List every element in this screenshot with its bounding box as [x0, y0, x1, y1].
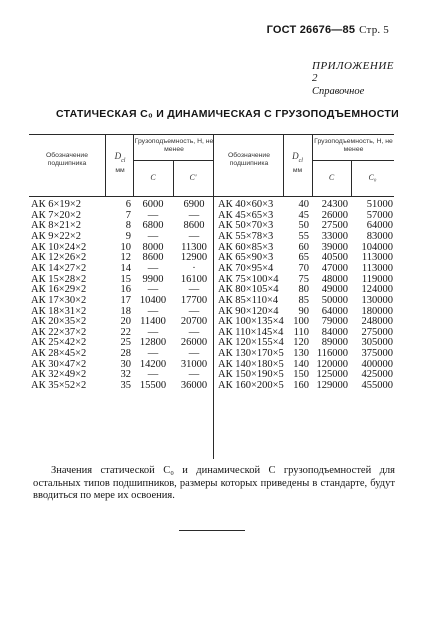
- dynamic-load-value: 129000: [316, 380, 348, 392]
- static-load-value: 83000: [366, 230, 393, 242]
- dynamic-load-value: 89000: [321, 337, 348, 349]
- static-load-value: 6900: [183, 199, 205, 210]
- bearing-designation: АК 15×28×2: [31, 273, 87, 285]
- d-header-symbol: D: [292, 151, 299, 161]
- bearing-designation: АК 14×27×2: [31, 262, 87, 274]
- bearing-designation: АК 40×60×3: [218, 199, 274, 210]
- static-load-value: —: [188, 209, 200, 221]
- bearing-d-cl: 8: [125, 220, 131, 232]
- bearing-designation: АК 35×52×2: [31, 380, 87, 392]
- d-header-subscript: cl: [121, 157, 126, 164]
- table-title: СТАТИЧЕСКАЯ C₀ И ДИНАМИЧЕСКАЯ C ГРУЗОПОДЪЕМНОСТИ: [56, 108, 399, 120]
- static-load-value: 104000: [361, 241, 393, 253]
- table-row: [29, 232, 394, 243]
- bearing-d-cl: 25: [120, 337, 131, 349]
- bearing-designation: АК 45×65×3: [218, 209, 274, 221]
- bearing-designation: АК 130×170×5: [218, 348, 284, 360]
- static-load-value: 180000: [361, 305, 393, 317]
- bearing-designation: АК 75×100×4: [218, 273, 279, 285]
- bearing-d-cl: 9: [125, 230, 131, 242]
- bearing-designation: АК 160×200×5: [218, 380, 284, 392]
- static-load-value: 119000: [361, 273, 393, 285]
- bearing-designation: АК 50×70×3: [218, 220, 274, 232]
- bearing-designation: АК 60×85×3: [218, 241, 274, 253]
- bearing-d-cl: 40: [298, 199, 309, 210]
- dynamic-load-value: 14200: [139, 358, 167, 370]
- dynamic-load-value: 12800: [139, 337, 167, 349]
- dynamic-load-value: 40500: [321, 252, 348, 264]
- dynamic-load-value: 24300: [321, 199, 348, 210]
- static-load-value: —: [188, 284, 200, 296]
- static-load-value: 8600: [183, 220, 205, 232]
- bearing-d-cl: 55: [298, 230, 309, 242]
- bearing-designation: АК 10×24×2: [31, 241, 87, 253]
- dynamic-load-value: 6000: [142, 199, 164, 210]
- bearing-d-cl: 6: [125, 199, 131, 210]
- dynamic-load-value: —: [147, 284, 159, 296]
- bearing-d-cl: 14: [120, 262, 131, 274]
- static-load-value: 305000: [361, 337, 393, 349]
- static-load-value: 455000: [361, 380, 393, 392]
- bearing-d-cl: 130: [293, 348, 309, 360]
- bearing-d-cl: 28: [120, 348, 131, 360]
- dynamic-load-value: 11400: [140, 316, 166, 328]
- d-header-unit: мм: [292, 166, 303, 174]
- bearing-d-cl: 75: [298, 273, 309, 285]
- bearing-designation: АК 18×31×2: [31, 305, 87, 317]
- end-rule: [179, 530, 245, 531]
- bearing-d-cl: 70: [298, 262, 309, 274]
- dynamic-load-value: 8600: [142, 252, 164, 264]
- bearing-designation: АК 55×78×3: [218, 230, 274, 242]
- dynamic-load-value: 50000: [321, 294, 348, 306]
- dynamic-load-value: 48000: [321, 273, 348, 285]
- bearing-designation: АК 28×45×2: [31, 348, 87, 360]
- page-number: Стр. 5: [359, 24, 389, 36]
- dynamic-load-value: 6800: [142, 220, 164, 232]
- static-load-value: 64000: [366, 220, 393, 232]
- table-row: [29, 381, 394, 392]
- designation-header: Обозначение подшипника: [45, 152, 89, 167]
- bearing-d-cl: 100: [293, 316, 309, 328]
- static-load-value: 20700: [180, 316, 208, 328]
- bearing-d-cl: 16: [120, 284, 131, 296]
- dynamic-load-value: 49000: [321, 284, 348, 296]
- bearing-d-cl: 32: [120, 369, 131, 381]
- bearing-designation: АК 6×19×2: [31, 199, 82, 210]
- bearing-designation: АК 22×37×2: [31, 326, 87, 338]
- dynamic-load-value: —: [147, 305, 159, 317]
- table-row: [29, 200, 394, 211]
- static-load-value: 36000: [180, 380, 208, 392]
- static-load-value: ·: [192, 262, 196, 274]
- bearing-d-cl: 160: [293, 380, 309, 392]
- bearing-designation: АК 7×20×2: [31, 209, 82, 221]
- bearing-designation: АК 70×95×4: [218, 262, 274, 274]
- bearing-designation: АК 90×120×4: [218, 305, 279, 317]
- dynamic-load-value: 79000: [321, 316, 348, 328]
- bearing-designation: АК 32×49×2: [31, 369, 87, 381]
- static-load-value: —: [188, 326, 200, 338]
- static-load-value: 12900: [180, 252, 208, 264]
- bearing-designation: АК 65×90×3: [218, 252, 274, 264]
- dynamic-load-value: 8000: [142, 241, 164, 253]
- bearing-designation: АК 120×155×4: [218, 337, 284, 349]
- bearing-designation: АК 16×29×2: [31, 284, 87, 296]
- load-subheader-rule-right: [312, 160, 394, 161]
- c0-header: C': [189, 173, 197, 182]
- bearing-designation: АК 12×26×2: [31, 252, 87, 264]
- footnote-text: Значения статической C₀ и динамической C грузоподъемностей для остальных типов подшипников, размеры которых приведены в стандарте, будут вводиться по мере их освоения.: [33, 465, 395, 501]
- static-load-value: 248000: [361, 316, 393, 328]
- bearing-d-cl: 120: [293, 337, 309, 349]
- dynamic-load-value: 125000: [316, 369, 348, 381]
- bearing-designation: АК 25×42×2: [31, 337, 87, 349]
- bearing-designation: АК 30×47×2: [31, 358, 87, 370]
- bearing-d-cl: 30: [120, 358, 131, 370]
- bearing-d-cl: 7: [125, 209, 131, 221]
- dynamic-load-value: 84000: [321, 326, 348, 338]
- bearing-d-cl: 45: [298, 209, 309, 221]
- load-header-right: Грузоподъемность, Н, не менее: [314, 138, 393, 153]
- bearing-d-cl: 140: [293, 358, 309, 370]
- static-load-value: 26000: [180, 337, 208, 349]
- dynamic-load-value: 9900: [142, 273, 164, 285]
- dynamic-load-value: 26000: [321, 209, 348, 221]
- dynamic-load-value: 64000: [321, 305, 348, 317]
- static-load-value: —: [188, 305, 200, 317]
- static-load-value: —: [188, 369, 200, 381]
- static-load-value: 375000: [361, 348, 393, 360]
- table-row: [29, 264, 394, 275]
- bearing-d-cl: 50: [298, 220, 309, 232]
- static-load-value: 113000: [361, 252, 393, 264]
- dynamic-load-value: —: [147, 326, 159, 338]
- d-header-right: [283, 152, 312, 175]
- bearing-d-cl: 85: [298, 294, 309, 306]
- appendix-label: [312, 60, 398, 97]
- static-load-value: 130000: [361, 294, 393, 306]
- bearing-designation: АК 9×22×2: [31, 230, 82, 242]
- d-header-symbol: D: [114, 151, 122, 161]
- dynamic-load-value: 15500: [139, 380, 167, 392]
- static-load-value: 17700: [180, 294, 208, 306]
- d-header-unit: мм: [115, 166, 125, 174]
- static-load-value: 11300: [181, 241, 207, 253]
- bearing-designation: АК 100×135×4: [218, 316, 284, 328]
- static-load-value: 400000: [361, 358, 393, 370]
- table-top-rule: [29, 134, 394, 135]
- footnote: [33, 465, 395, 503]
- static-load-value: 16100: [180, 273, 208, 285]
- bearing-d-cl: 90: [298, 305, 309, 317]
- bearing-d-cl: 15: [120, 273, 131, 285]
- standard-number: ГОСТ 26676—85: [266, 24, 356, 36]
- bearing-d-cl: 80: [298, 284, 309, 296]
- c-header-right: C: [328, 173, 335, 182]
- bearing-d-cl: 20: [120, 316, 131, 328]
- appendix-title: ПРИЛОЖЕНИЕ 2: [312, 60, 394, 84]
- static-load-value: 124000: [361, 284, 393, 296]
- load-header: Грузоподъемность, Н, не менее: [134, 138, 214, 153]
- static-load-value: 275000: [361, 326, 393, 338]
- dynamic-load-value: —: [147, 209, 159, 221]
- table-row: [29, 296, 394, 307]
- bearing-d-cl: 110: [293, 326, 309, 338]
- dynamic-load-value: 10400: [139, 294, 167, 306]
- bearing-d-cl: 150: [293, 369, 309, 381]
- bearing-designation: АК 150×190×5: [218, 369, 284, 381]
- dynamic-load-value: 39000: [321, 241, 348, 253]
- bearing-d-cl: 12: [120, 252, 131, 264]
- bearing-d-cl: 60: [298, 241, 309, 253]
- static-load-value: 113000: [361, 262, 393, 274]
- col-rule: [105, 134, 106, 196]
- static-load-value: 31000: [180, 358, 208, 370]
- dynamic-load-value: —: [147, 348, 159, 360]
- bearing-designation: АК 8×21×2: [31, 220, 82, 232]
- d-header: [107, 152, 133, 175]
- bearing-designation: АК 80×105×4: [218, 284, 279, 296]
- bearing-d-cl: 17: [120, 294, 131, 306]
- table-header-rule: [29, 196, 394, 197]
- appendix-subtitle: Справочное: [312, 86, 365, 97]
- dynamic-load-value: 120000: [316, 358, 348, 370]
- d-header-subscript: cl: [298, 157, 303, 164]
- bearing-d-cl: 65: [298, 252, 309, 264]
- dynamic-load-value: 116000: [316, 348, 348, 360]
- bearing-designation: АК 110×145×4: [218, 326, 284, 338]
- bearing-d-cl: 35: [120, 380, 131, 392]
- page-header: [267, 24, 389, 36]
- c-header: C: [150, 173, 156, 182]
- dynamic-load-value: —: [147, 230, 159, 242]
- static-load-value: —: [188, 348, 200, 360]
- static-load-value: 425000: [361, 369, 393, 381]
- c0-header-right: C₀: [368, 173, 377, 182]
- bearing-d-cl: 10: [120, 241, 131, 253]
- bearing-designation: АК 140×180×5: [218, 358, 284, 370]
- dynamic-load-value: 27500: [321, 220, 348, 232]
- static-load-value: 57000: [366, 209, 393, 221]
- dynamic-load-value: —: [147, 369, 159, 381]
- bearing-d-cl: 22: [120, 326, 131, 338]
- static-load-value: 51000: [366, 199, 393, 210]
- bearing-d-cl: 18: [120, 305, 131, 317]
- bearing-designation: АК 17×30×2: [31, 294, 87, 306]
- dynamic-load-value: —: [147, 262, 159, 274]
- bearing-designation: АК 85×110×4: [218, 294, 279, 306]
- bearing-designation: АК 20×35×2: [31, 316, 87, 328]
- static-load-value: —: [188, 230, 200, 242]
- dynamic-load-value: 47000: [321, 262, 348, 274]
- dynamic-load-value: 33000: [321, 230, 348, 242]
- designation-header-right: Обозначение подшипника: [227, 152, 271, 167]
